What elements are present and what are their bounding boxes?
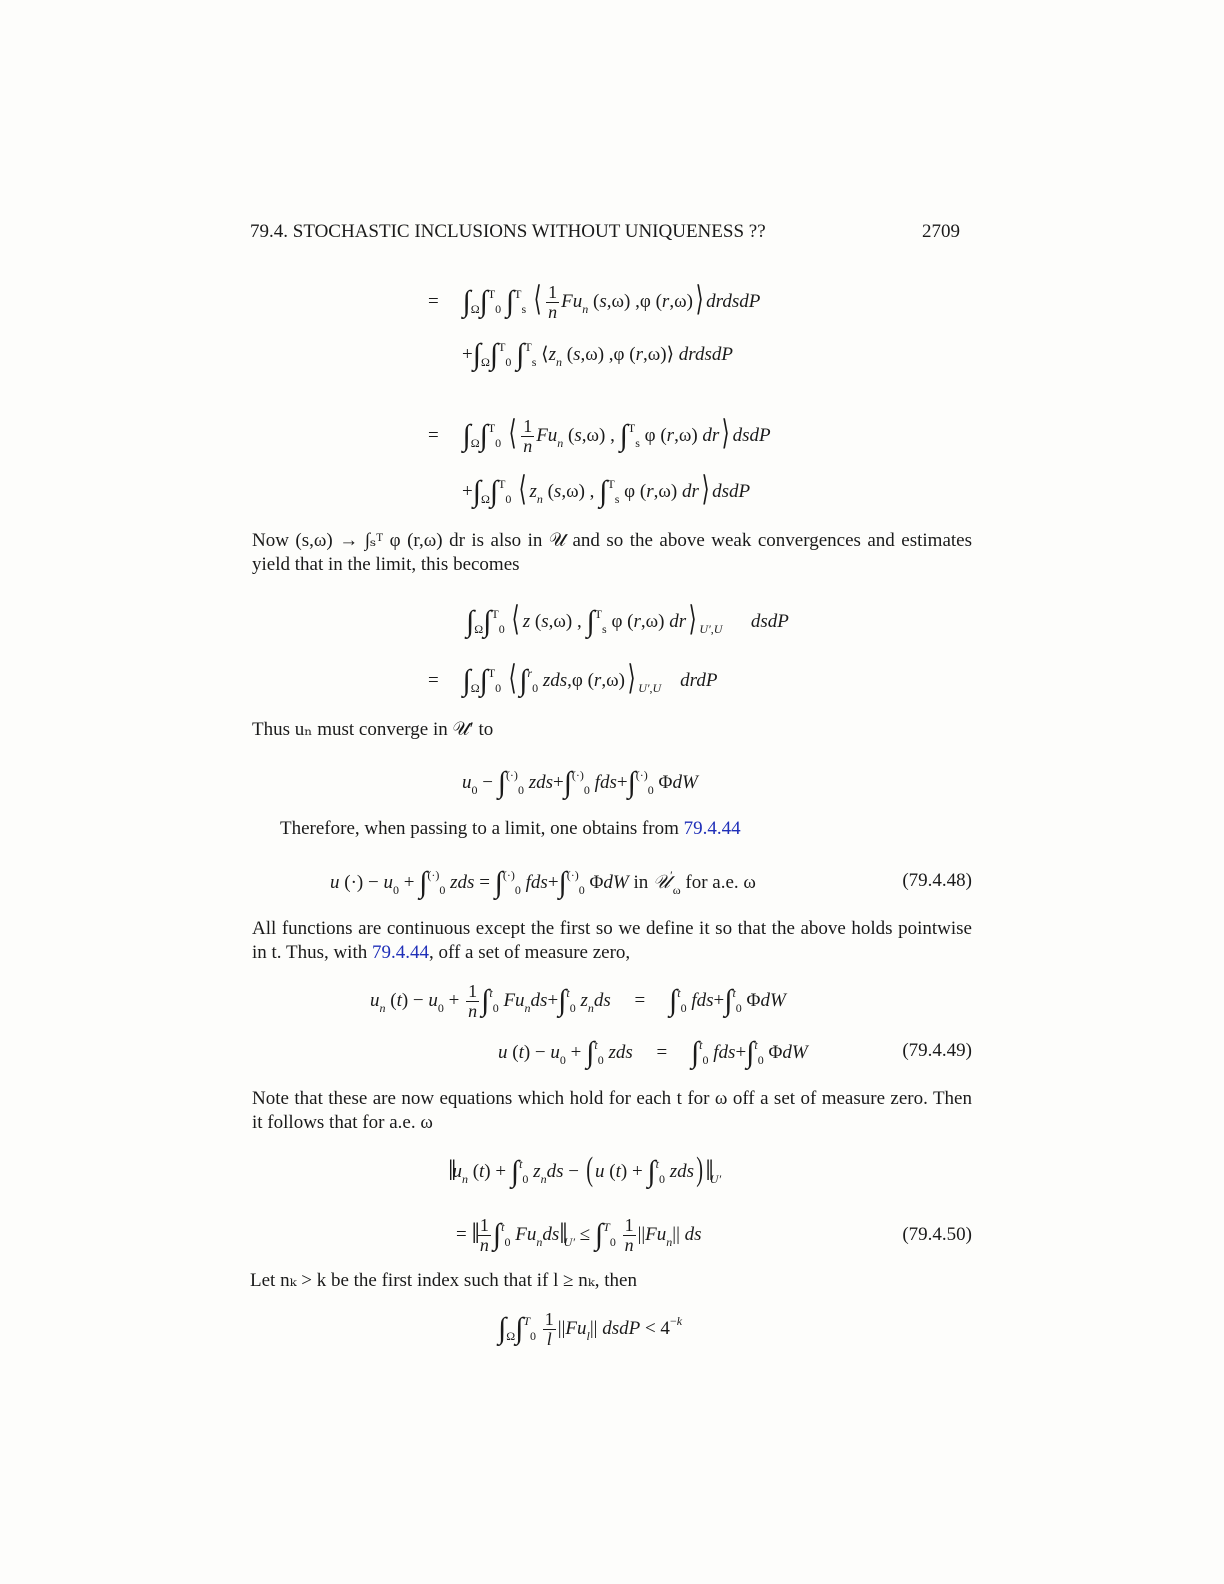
equation-line-4: $+\int_\Omega\int^T_0$ ⟨ $z_n$ (s,ω) , ∫$^T_s$ φ (r,ω) dr⟩ dsdP [462, 471, 751, 508]
equation-final: $\int_\Omega\int^T_0$ $\frac{1}{l}$ $||Fu_l||$ dsdP < $4^{-k}$ [498, 1309, 683, 1350]
paragraph-continuous: All functions are continuous except the first so we define it so that the above holds pointwise in t. Thus, with 79.4.44, off a set of measure zero, [252, 918, 972, 963]
equation-79-4-50-line-2: = ‖ $\frac{1}{n}$ ∫$^t_0$ $Fu_nds‖_{U'} \le \int^T_0$ $\frac{1}{n}$ $||Fu_n||$ ds [456, 1215, 702, 1256]
equation-79-4-49-line-1: $u_n$ $(t) - u_0$ + $\frac{1}{n}$ ∫$^t_0$ $Fu_nds+\int^t_0$ $z_nds$ = ∫$^t_0$ fds+∫$^t_0$ ΦdW [370, 981, 786, 1022]
running-header-title: 79.4. STOCHASTIC INCLUSIONS WITHOUT UNIQUENESS ?? [250, 221, 766, 242]
equation-link-79-4-44[interactable]: 79.4.44 [683, 818, 741, 839]
equation-number-48: (79.4.48) [902, 870, 972, 891]
paragraph-therefore: Therefore, when passing to a limit, one obtains from 79.4.44 [280, 818, 741, 839]
paragraph-weak-convergence: Now (s,ω) → ∫ₛᵀ φ (r,ω) dr is also in 𝒰 and so the above weak convergences and estimates yield that in the limit, this becomes [252, 530, 972, 575]
equation-line-5: $\int_\Omega\int^T_0$ ⟨ z (s,ω) , ∫$^T_s$ φ (r,ω) dr⟩ $_{U',U}$ dsdP [466, 601, 789, 638]
paragraph-note: Note that these are now equations which hold for each t for ω off a set of measure zero. Then it follows that for a.e. ω [252, 1088, 972, 1133]
equation-link-79-4-44-second[interactable]: 79.4.44 [372, 942, 429, 963]
page-number: 2709 [922, 221, 960, 242]
equation-line-3: = $\int_\Omega\int^T_0$ ⟨ $\frac{1}{n}$ $Fu_n$ (s,ω) , ∫$^T_s$ φ (r,ω) dr⟩ dsdP [428, 415, 771, 457]
equation-number-49: (79.4.49) [902, 1040, 972, 1061]
equation-line-1: = $\int_\Omega\int^T_0$ ∫$^T_s$ ⟨ $\frac{1}{n}$ $Fu_n$ (s,ω) ,φ (r,ω)⟩ drdsdP [428, 281, 761, 323]
equation-79-4-50-line-1: $‖u_n$ (t) + ∫$^t_0$ $z_nds$ − ( u (t) + ∫$^t_0$ $zds)‖_{U'}$ [448, 1151, 722, 1188]
equation-79-4-49-line-2: u $(t) - u_0 + \int^t_0$ zds = ∫$^t_0$ fds+∫$^t_0$ ΦdW [498, 1036, 808, 1069]
paragraph-index: Let nₖ > k be the first index such that if l ≥ nₖ, then [250, 1270, 637, 1291]
equation-79-4-48: u (·) − $u_0 + \int^{(\cdot)}_0$ zds = $\int^{(\cdot)}_0$ $fds+\int^{(\cdot)}_0$ ΦdW in 𝒰′$_\omega$ for a.e. ω [330, 866, 756, 899]
equation-number-50: (79.4.50) [902, 1224, 972, 1245]
paragraph-converge: Thus uₙ must converge in 𝒰′ to [252, 719, 494, 740]
equation-line-2: $+\int_\Omega\int^T_0$ ∫$^T_s$ $⟨z_n$ (s,ω) ,φ (r,ω)⟩ drdsdP [462, 338, 733, 371]
equation-line-6: = $\int_\Omega\int^T_0$ ⟨∫$^r_0$ zds,φ (r,ω)⟩ $_{U',U}$ drdP [428, 660, 718, 697]
equation-limit: $u_0 - \int^{(\cdot)}_0$ $zds+\int^{(\cdot)}_0$ $fds+\int^{(\cdot)}_0$ ΦdW [462, 766, 698, 799]
